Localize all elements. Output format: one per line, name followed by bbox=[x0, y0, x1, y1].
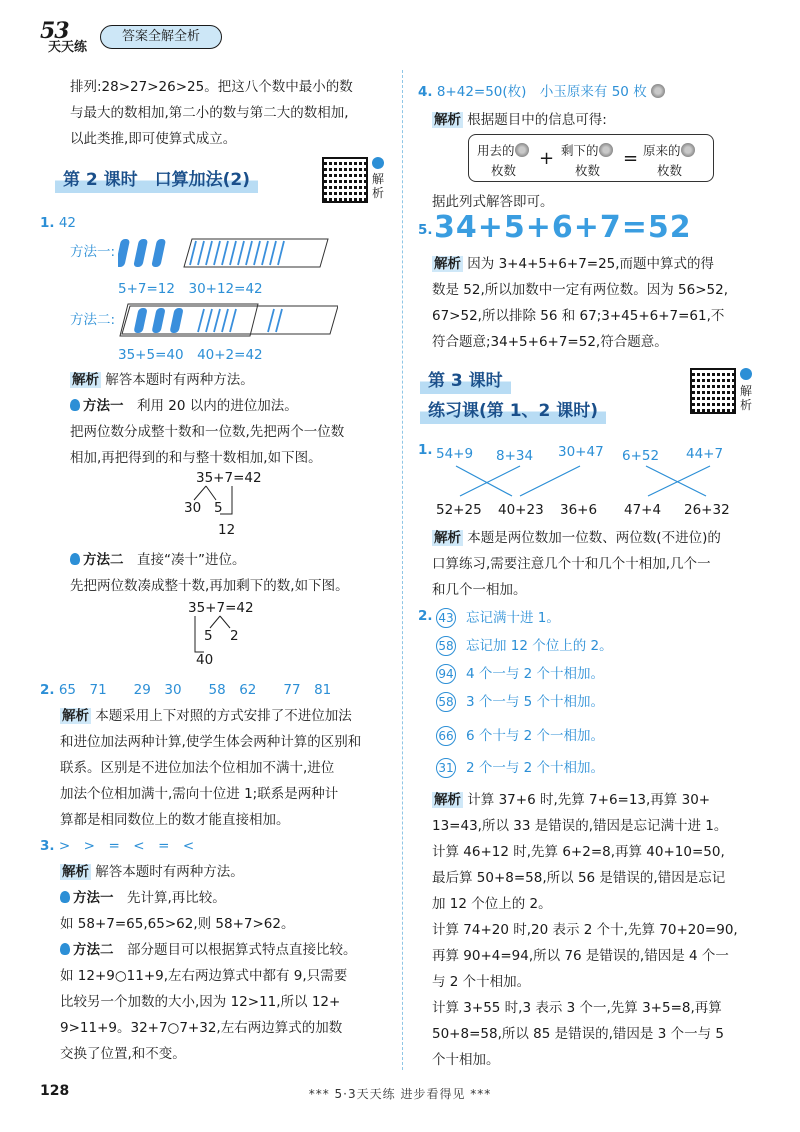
r2-circle-2: 58 bbox=[436, 636, 456, 656]
r1-number: 1. bbox=[418, 442, 433, 458]
q1-method1-label: 方法一: bbox=[70, 244, 116, 260]
qr-label: 解析 bbox=[740, 384, 753, 412]
r2-circle-6: 31 bbox=[436, 758, 456, 778]
q2-line-1: 本题采用上下对照的方式安排了不进位加法 bbox=[95, 708, 352, 724]
footer-slogan: *** 5·3天天练 进步看得见 *** bbox=[308, 1087, 492, 1101]
formula-eq: = bbox=[623, 148, 639, 169]
r2-text-4: 3 个一与 5 个十相加。 bbox=[466, 694, 605, 710]
r1-line-1: 本题是两位数加一位数、两位数(不进位)的 bbox=[467, 530, 721, 546]
q1-method2-equations: 35+5=40 40+2=42 bbox=[118, 347, 263, 363]
q1-jiexi-tag: 解析 bbox=[72, 372, 99, 388]
q5-line-2: 数是 52,所以加数中一定有两位数。因为 56>52, bbox=[432, 282, 729, 298]
q2-line-5: 算都是相同数位上的数才能直接相加。 bbox=[60, 812, 290, 828]
tree2-b: 2 bbox=[230, 628, 239, 644]
q1-jiexi-text: 解答本题时有两种方法。 bbox=[105, 372, 254, 388]
r1-top-4: 6+52 bbox=[622, 448, 660, 464]
q1-number: 1. 42 bbox=[40, 215, 77, 231]
r2-text-2: 忘记加 12 个位上的 2。 bbox=[466, 638, 613, 654]
r1-top-3: 30+47 bbox=[558, 444, 604, 460]
formula-plus: + bbox=[539, 148, 555, 169]
r2-line-4: 最后算 50+8=58,所以 56 是错误的,错因是忘记 bbox=[432, 870, 726, 886]
q4-after: 据此列式解答即可。 bbox=[432, 194, 554, 210]
tree1-equation: 35+7=42 bbox=[196, 470, 262, 486]
q3-method-b-text: 部分题目可以根据算式特点直接比较。 bbox=[127, 942, 357, 958]
lesson-3-subtitle: 练习课(第 1、2 课时) bbox=[420, 396, 606, 424]
formula-b1: 枚数 bbox=[491, 163, 517, 178]
formula-b3: 枚数 bbox=[657, 163, 683, 178]
q1-method1-equations: 5+7=12 30+12=42 bbox=[118, 281, 263, 297]
r2-line-11: 个十相加。 bbox=[432, 1052, 500, 1068]
bulb-icon bbox=[70, 553, 80, 565]
play-icon[interactable] bbox=[372, 157, 384, 169]
q1-method-a-line-1: 把两位数分成整十数和一位数,先把两个一位数 bbox=[70, 424, 345, 440]
r2-line-6: 计算 74+20 时,20 表示 2 个十,先算 70+20=90, bbox=[432, 922, 738, 938]
r1-bottom-3: 36+6 bbox=[560, 502, 598, 518]
r1-line-3: 和几个一相加。 bbox=[432, 582, 527, 598]
q4-jiexi-tag: 解析 bbox=[434, 112, 461, 128]
r2-line-5: 加 12 个位上的 2。 bbox=[432, 896, 552, 912]
r2-line-2: 13=43,所以 33 是错误的,错因是忘记满十进 1。 bbox=[432, 818, 728, 834]
brand-logo bbox=[40, 18, 88, 54]
qr-code-lesson-3[interactable] bbox=[690, 368, 736, 414]
tree1-c: 12 bbox=[218, 522, 236, 538]
play-icon[interactable] bbox=[740, 368, 752, 380]
r2-circle-5: 66 bbox=[436, 726, 456, 746]
q3-method-a-tag: 方法一 bbox=[73, 890, 114, 906]
logo-sub: 天天练 bbox=[48, 40, 88, 55]
q3-method-b-line-4: 交换了位置,和不变。 bbox=[60, 1046, 186, 1062]
tens-sticks-diagram-2 bbox=[118, 302, 338, 338]
q1-method-b-tag: 方法二 bbox=[83, 552, 124, 568]
lesson-2-title: 第 2 课时 口算加法(2) bbox=[55, 165, 258, 193]
coin-icon bbox=[681, 143, 695, 157]
coin-icon bbox=[599, 143, 613, 157]
r1-matching-lines bbox=[420, 462, 750, 502]
tree2-branches bbox=[180, 614, 260, 664]
q2-line-2: 和进位加法两种计算,使学生体会两种计算的区别和 bbox=[60, 734, 362, 750]
formula-t1: 用去的 bbox=[477, 143, 515, 158]
q2-line-4: 加法个位相加满十,需向十位进 1;联系是两种计 bbox=[60, 786, 339, 802]
q5-jiexi-tag: 解析 bbox=[434, 256, 461, 272]
q2-line-3: 联系。区别是不进位加法个位相加不满十,进位 bbox=[60, 760, 335, 776]
qr-code-lesson-2[interactable] bbox=[322, 157, 368, 203]
lesson-3-title: 第 3 课时 bbox=[420, 366, 511, 394]
r2-text-1: 忘记满十进 1。 bbox=[466, 610, 560, 626]
r1-bottom-2: 40+23 bbox=[498, 502, 544, 518]
r1-top-1: 54+9 bbox=[436, 446, 474, 462]
q3-method-b-line-1: 如 12+9○11+9,左右两边算式中都有 9,只需要 bbox=[60, 968, 348, 984]
qr-label: 解析 bbox=[372, 172, 385, 200]
q3-answers: > > = < = < bbox=[58, 838, 195, 854]
coin-icon bbox=[515, 143, 529, 157]
r1-jiexi-tag: 解析 bbox=[434, 530, 461, 546]
tree1-b: 5 bbox=[214, 500, 223, 516]
formula-t2: 剩下的 bbox=[561, 143, 599, 158]
q3-jiexi-tag: 解析 bbox=[62, 864, 89, 880]
r1-line-2: 口算练习,需要注意几个十和几个十相加,几个一 bbox=[432, 556, 711, 572]
header-title: 答案全解全析 bbox=[100, 25, 222, 49]
q5-line-1: 因为 3+4+5+6+7=25,而题中算式的得 bbox=[467, 256, 715, 272]
q4-jiexi-text: 根据题目中的信息可得: bbox=[467, 112, 607, 128]
column-divider bbox=[402, 70, 403, 1070]
q4-number: 4. bbox=[418, 84, 433, 100]
r2-text-6: 2 个一与 2 个十相加。 bbox=[466, 760, 605, 776]
q1-method-b-line: 先把两位数凑成整十数,再加剩下的数,如下图。 bbox=[70, 578, 349, 594]
intro-line-3: 以此类推,即可使算式成立。 bbox=[70, 131, 237, 147]
q1-method-b-text: 直接“凑十”进位。 bbox=[137, 552, 246, 568]
intro-line-1: 排列:28>27>26>25。把这八个数中最小的数 bbox=[70, 79, 353, 95]
q5-big-equation: 34+5+6+7=52 bbox=[434, 210, 692, 245]
q2-number: 2. bbox=[40, 682, 55, 698]
r2-line-7: 再算 90+4=94,所以 76 是错误的,错因是 4 个一 bbox=[432, 948, 729, 964]
r2-text-3: 4 个一与 2 个十相加。 bbox=[466, 666, 605, 682]
tree2-equation: 35+7=42 bbox=[188, 600, 254, 616]
r2-line-8: 与 2 个十相加。 bbox=[432, 974, 531, 990]
bulb-icon bbox=[60, 891, 70, 903]
r1-top-5: 44+7 bbox=[686, 446, 724, 462]
r2-circle-4: 58 bbox=[436, 692, 456, 712]
page-number: 128 bbox=[40, 1083, 70, 1099]
r2-line-9: 计算 3+55 时,3 表示 3 个一,先算 3+5=8,再算 bbox=[432, 1000, 722, 1016]
q3-method-a-line: 如 58+7=65,65>62,则 58+7>62。 bbox=[60, 916, 295, 932]
r2-circle-1: 43 bbox=[436, 608, 456, 628]
q3-method-b-line-2: 比较另一个加数的大小,因为 12>11,所以 12+ bbox=[60, 994, 341, 1010]
q1-method2-label: 方法二: bbox=[70, 312, 116, 328]
intro-line-2: 与最大的数相加,第二小的数与第二大的数相加, bbox=[70, 105, 349, 121]
tree2-c: 40 bbox=[196, 652, 214, 668]
q1-method-a-line-2: 相加,再把得到的和与整十数相加,如下图。 bbox=[70, 450, 322, 466]
r1-bottom-5: 26+32 bbox=[684, 502, 730, 518]
q4-formula-box bbox=[468, 134, 714, 182]
bulb-icon bbox=[60, 943, 70, 955]
r2-text-5: 6 个十与 2 个一相加。 bbox=[466, 728, 605, 744]
q5-line-3: 67>52,所以排除 56 和 67;3+45+6+7=61,不 bbox=[432, 308, 725, 324]
q1-method-a-text: 利用 20 以内的进位加法。 bbox=[137, 398, 298, 414]
r1-bottom-1: 52+25 bbox=[436, 502, 482, 518]
formula-b2: 枚数 bbox=[575, 163, 601, 178]
tree1-a: 30 bbox=[184, 500, 202, 516]
q5-line-4: 符合题意;34+5+6+7=52,符合题意。 bbox=[432, 334, 668, 350]
logo-number: 53 bbox=[40, 18, 69, 44]
r2-jiexi-tag: 解析 bbox=[434, 792, 461, 808]
q3-method-a-text: 先计算,再比较。 bbox=[127, 890, 226, 906]
coin-icon bbox=[651, 84, 665, 98]
bulb-icon bbox=[70, 399, 80, 411]
r2-line-1: 计算 37+6 时,先算 7+6=13,再算 30+ bbox=[467, 792, 711, 808]
q3-method-b-line-3: 9>11+9。32+7○7+32,左右两边算式的加数 bbox=[60, 1020, 343, 1036]
r2-line-3: 计算 46+12 时,先算 6+2=8,再算 40+10=50, bbox=[432, 844, 725, 860]
q1-method-a-tag: 方法一 bbox=[83, 398, 124, 414]
q5-number: 5. bbox=[418, 222, 433, 238]
q2-answers: 65 71 29 30 58 62 77 81 bbox=[58, 682, 332, 698]
r1-top-2: 8+34 bbox=[496, 448, 534, 464]
r2-line-10: 50+8=58,所以 85 是错误的,错因是 3 个一与 5 bbox=[432, 1026, 724, 1042]
q4-answer: 8+42=50(枚) 小玉原来有 50 枚 bbox=[436, 84, 647, 100]
q3-jiexi-text: 解答本题时有两种方法。 bbox=[95, 864, 244, 880]
r2-circle-3: 94 bbox=[436, 664, 456, 684]
r2-number: 2. bbox=[418, 608, 433, 624]
q2-jiexi-tag: 解析 bbox=[62, 708, 89, 724]
tree2-a: 5 bbox=[204, 628, 213, 644]
formula-t3: 原来的 bbox=[643, 143, 681, 158]
q3-method-b-tag: 方法二 bbox=[73, 942, 114, 958]
q3-number: 3. bbox=[40, 838, 55, 854]
r1-bottom-4: 47+4 bbox=[624, 502, 662, 518]
q1-answer: 42 bbox=[58, 215, 77, 231]
tens-sticks-diagram-1 bbox=[118, 235, 338, 271]
